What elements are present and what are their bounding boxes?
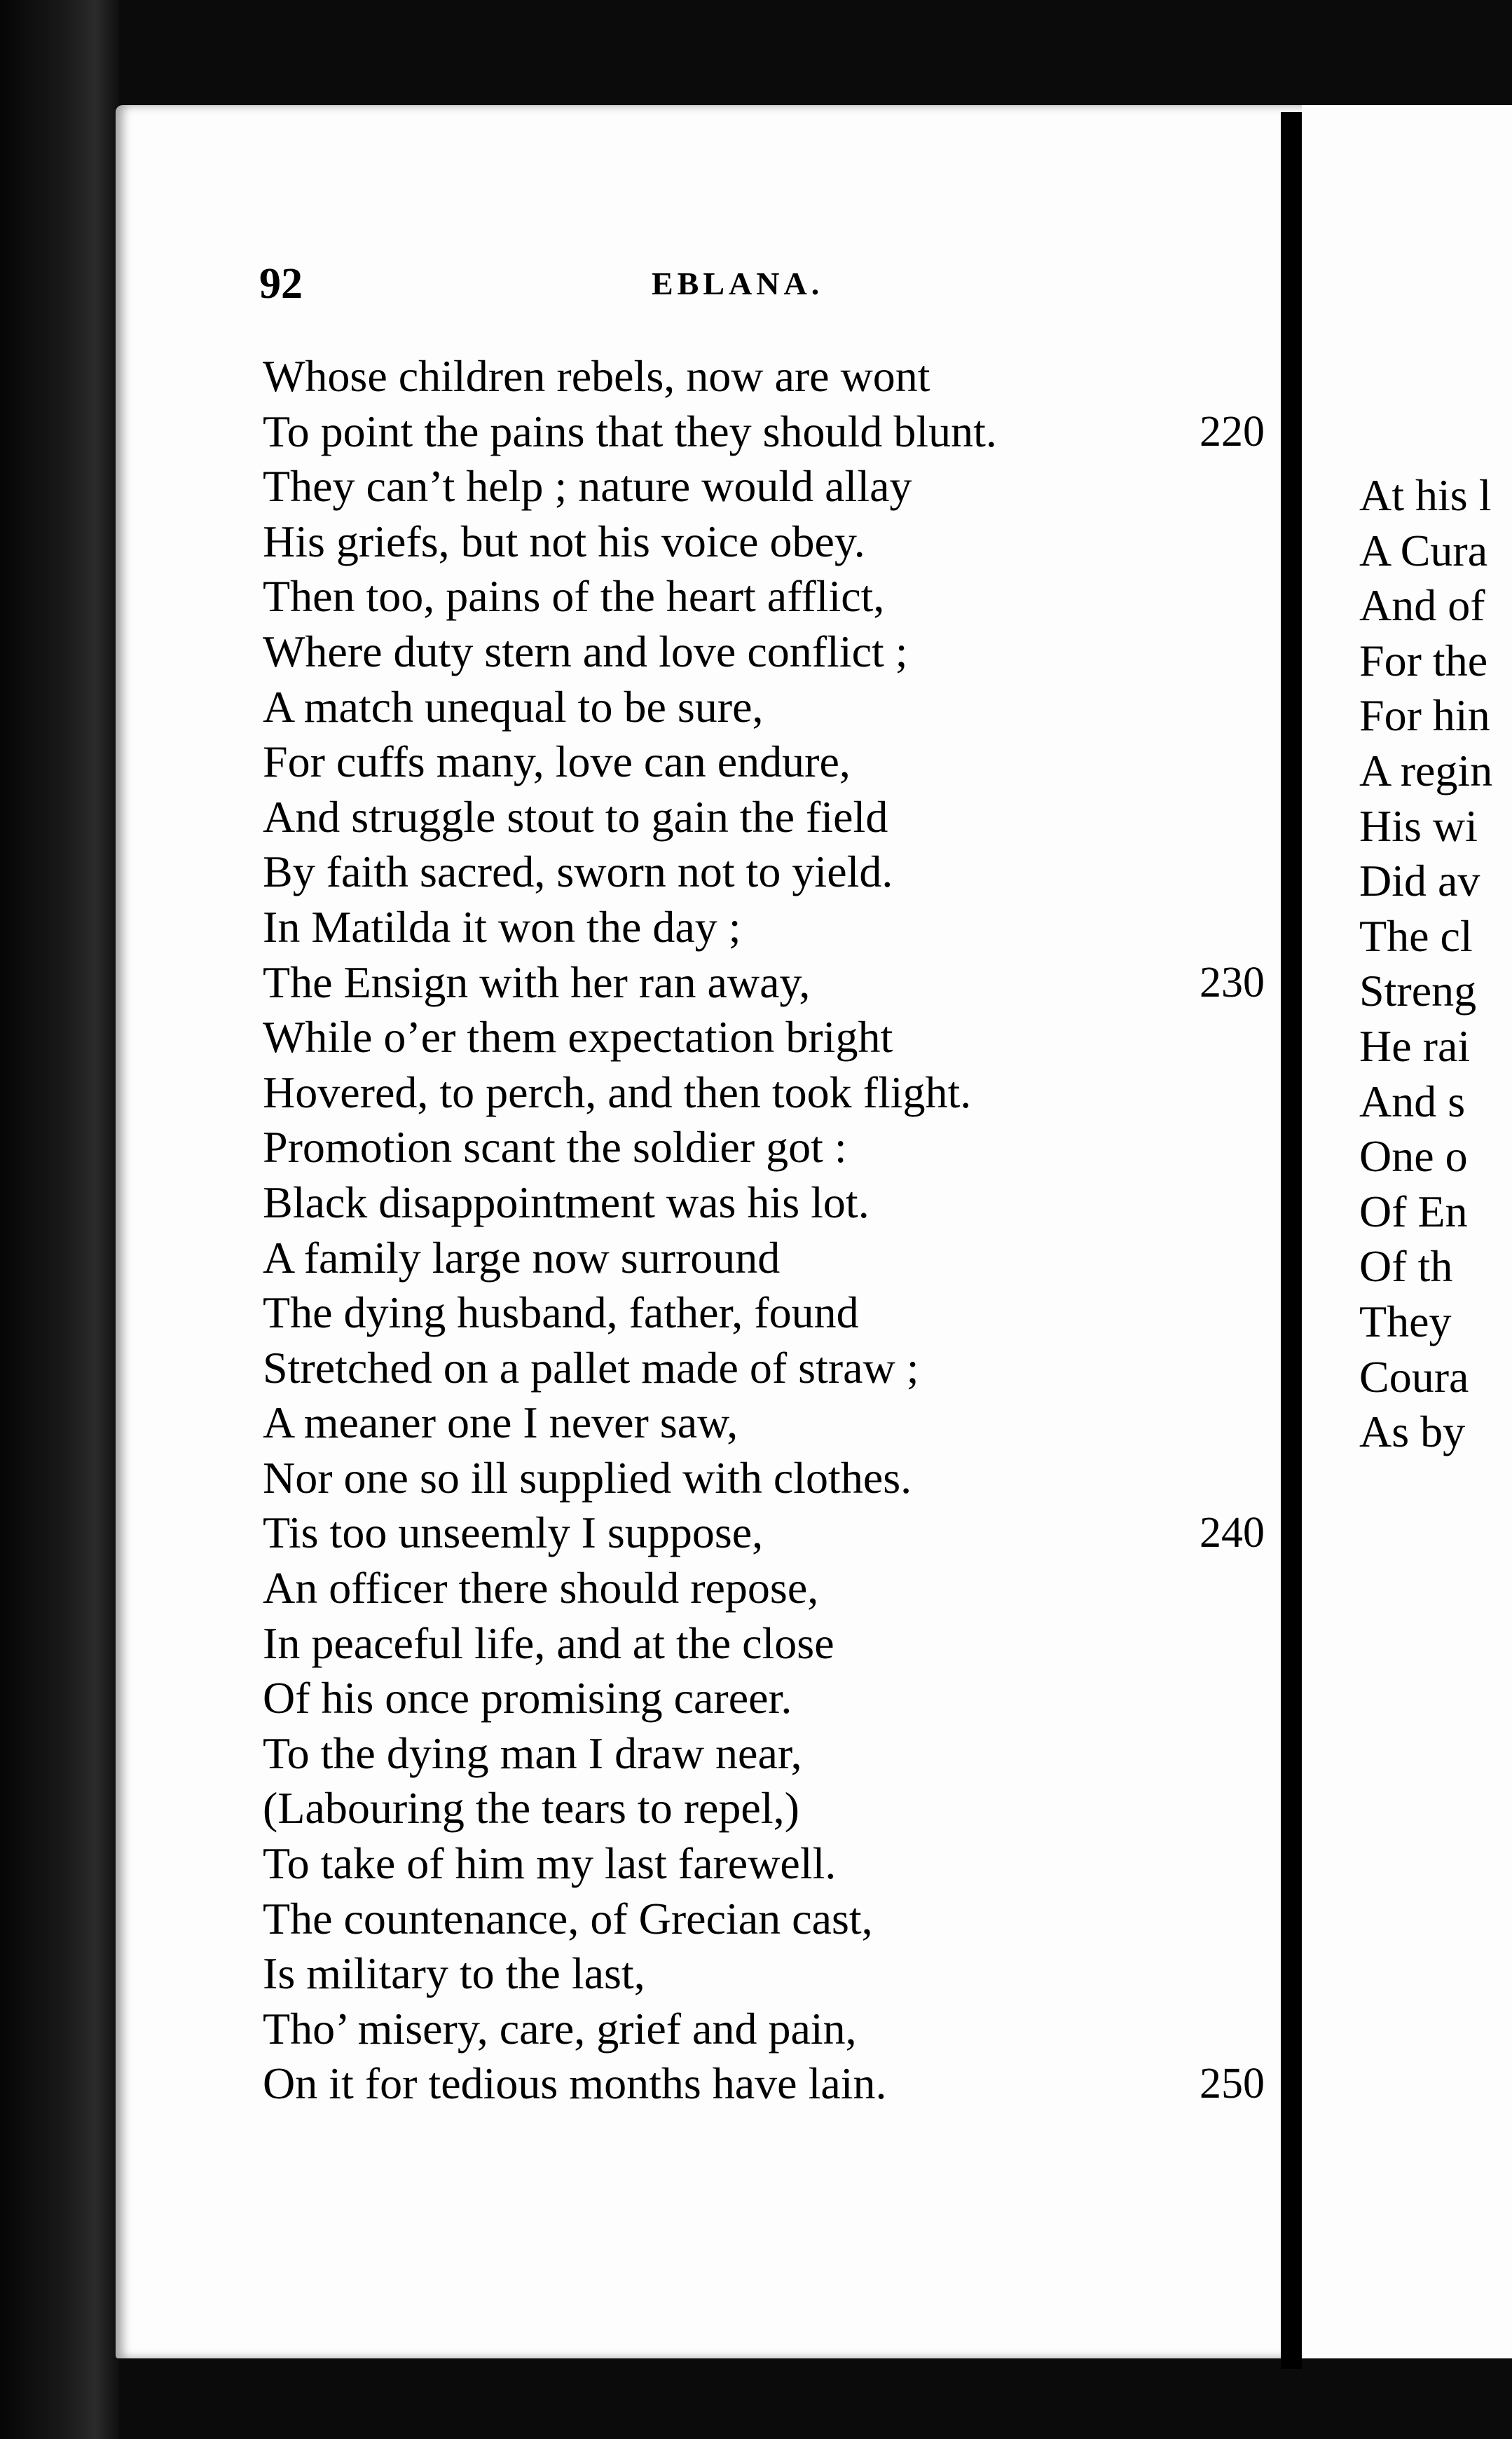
right-page-line: His wi <box>1359 800 1478 851</box>
poem-line-text: Tho’ misery, care, grief and pain, <box>263 2003 857 2054</box>
line-number: 220 <box>1200 407 1265 456</box>
poem-line <box>263 349 1265 404</box>
poem-line-text: Stretched on a pallet made of straw ; <box>263 1342 919 1393</box>
poem-line-text: Tis too unseemly I suppose, <box>263 1508 764 1558</box>
poem-line <box>263 459 1265 514</box>
right-page <box>1302 105 1512 2358</box>
poem-line-text: (Labouring the tears to repel,) <box>263 1783 799 1833</box>
poem-line <box>263 1120 1265 1175</box>
poem-body <box>263 349 1265 2112</box>
poem-line-text: Black disappointment was his lot. <box>263 1177 870 1227</box>
book-gutter <box>1281 112 1302 2369</box>
poem-line-text: A family large now surround <box>263 1232 781 1283</box>
poem-line <box>263 735 1265 790</box>
line-number: 230 <box>1200 958 1265 1006</box>
right-page-line: Of th <box>1359 1241 1453 1292</box>
poem-line <box>263 845 1265 900</box>
poem-line <box>263 624 1265 680</box>
poem-line-text: And struggle stout to gain the field <box>263 791 888 842</box>
right-page-line: And of <box>1359 580 1485 631</box>
right-page-line: The cl <box>1359 910 1473 961</box>
poem-line-text: The Ensign with her ran away, <box>263 957 811 1007</box>
poem-line <box>263 1781 1265 1836</box>
right-page-line: A regin <box>1359 745 1493 795</box>
page-header <box>259 252 1254 315</box>
poem-line-text: Promotion scant the soldier got : <box>263 1122 847 1173</box>
right-page-line: And s <box>1359 1076 1466 1126</box>
poem-line-text: While o’er them expectation bright <box>263 1012 893 1063</box>
right-page-line: One o <box>1359 1131 1468 1182</box>
poem-line <box>263 1726 1265 1782</box>
poem-line <box>263 955 1265 1011</box>
poem-line-text: In peaceful life, and at the close <box>263 1618 834 1668</box>
poem-line-text: Of his once promising career. <box>263 1673 792 1723</box>
poem-line <box>263 1946 1265 2002</box>
right-page-line: A Cura <box>1359 525 1488 575</box>
poem-line <box>263 514 1265 570</box>
poem-line-text: To take of him my last farewell. <box>263 1838 837 1889</box>
page-number: 92 <box>259 260 303 308</box>
right-page-line: For hin <box>1359 690 1490 741</box>
poem-line-text: They can’t help ; nature would allay <box>263 461 912 512</box>
poem-line-text: To the dying man I draw near, <box>263 1728 802 1778</box>
running-title: EBLANA. <box>652 266 824 301</box>
poem-line <box>263 1671 1265 1726</box>
poem-line-text: His griefs, but not his voice obey. <box>263 516 865 566</box>
poem-line <box>263 404 1265 460</box>
poem-line <box>263 1175 1265 1231</box>
poem-line <box>263 1231 1265 1286</box>
poem-line <box>263 2056 1265 2112</box>
poem-line <box>263 790 1265 845</box>
poem-line-text: An officer there should repose, <box>263 1563 819 1613</box>
poem-line-text: To point the pains that they should blunt. <box>263 406 997 456</box>
right-page-line: At his l <box>1359 470 1492 520</box>
poem-line <box>263 1892 1265 1947</box>
poem-line <box>263 1616 1265 1672</box>
poem-line <box>263 1836 1265 1892</box>
poem-line <box>263 1505 1265 1561</box>
poem-line <box>263 1065 1265 1121</box>
poem-line <box>263 1341 1265 1396</box>
poem-line <box>263 1395 1265 1451</box>
poem-line <box>263 1010 1265 1065</box>
poem-line-text: By faith sacred, sworn not to yield. <box>263 847 893 897</box>
right-page-line: They <box>1359 1296 1452 1346</box>
poem-line <box>263 1451 1265 1506</box>
poem-line-text: On it for tedious months have lain. <box>263 2058 887 2109</box>
right-page-line: For the <box>1359 635 1488 685</box>
right-page-line: Coura <box>1359 1351 1469 1402</box>
poem-line <box>263 569 1265 624</box>
right-page-line: As by <box>1359 1407 1466 1457</box>
poem-line-text: A match unequal to be sure, <box>263 681 764 732</box>
poem-line-text: Nor one so ill supplied with clothes. <box>263 1452 912 1503</box>
poem-line-text: The countenance, of Grecian cast, <box>263 1893 873 1943</box>
right-page-line: Of En <box>1359 1186 1468 1236</box>
poem-line <box>263 900 1265 955</box>
line-number: 240 <box>1200 1509 1265 1557</box>
poem-line-text: A meaner one I never saw, <box>263 1398 738 1448</box>
poem-line <box>263 680 1265 735</box>
poem-line <box>263 1561 1265 1616</box>
poem-line-text: In Matilda it won the day ; <box>263 901 741 952</box>
poem-line-text: Is military to the last, <box>263 1948 645 1999</box>
scan-background-left <box>0 0 119 2439</box>
poem-line <box>263 2002 1265 2057</box>
poem-line-text: Hovered, to perch, and then took flight. <box>263 1067 972 1117</box>
poem-line-text: For cuffs many, love can endure, <box>263 737 851 787</box>
right-page-line: He rai <box>1359 1020 1471 1071</box>
poem-line-text: The dying husband, father, found <box>263 1287 859 1338</box>
right-page-text <box>1359 468 1492 1460</box>
poem-line-text: Then too, pains of the heart afflict, <box>263 571 885 622</box>
poem-line-text: Whose children rebels, now are wont <box>263 351 930 401</box>
line-number: 250 <box>1200 2060 1265 2108</box>
right-page-line: Did av <box>1359 856 1480 906</box>
right-page-line: Streng <box>1359 966 1477 1016</box>
poem-line <box>263 1285 1265 1341</box>
poem-line-text: Where duty stern and love conflict ; <box>263 626 908 676</box>
